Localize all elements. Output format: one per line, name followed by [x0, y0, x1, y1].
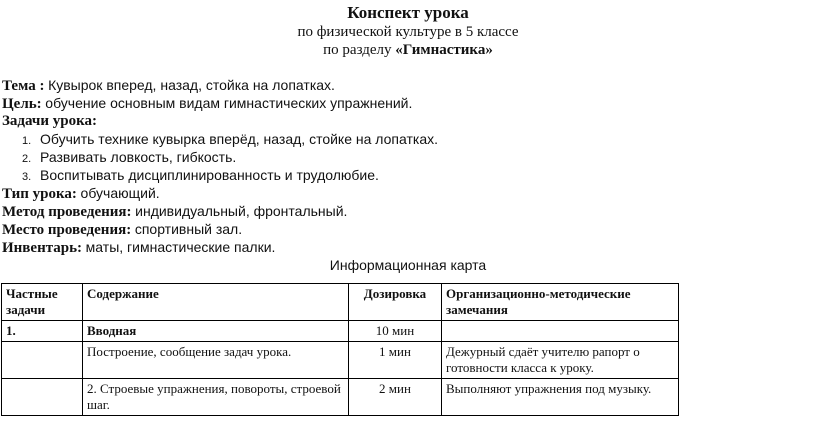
task-number: 2.: [22, 153, 32, 165]
lesson-type-value: обучающий.: [80, 185, 160, 201]
section-name: «Гимнастика»: [395, 42, 493, 58]
lesson-type-line: [2, 184, 160, 203]
lesson-type-label: Тип урока:: [2, 186, 77, 202]
table-row: [2, 342, 679, 379]
task-number: 3.: [22, 171, 32, 183]
document-section: [0, 42, 816, 59]
place-value: спортивный зал.: [134, 221, 243, 237]
task-number: 1.: [22, 135, 32, 147]
table-cell: Дежурный сдаёт учителю рапорт о готовности класса к уроку.: [442, 342, 679, 379]
topic-label: Тема :: [2, 78, 45, 94]
topic-value: Кувырок вперед, назад, стойка на лопатках.: [48, 77, 335, 93]
table-cell: [442, 321, 679, 342]
equipment-line: [2, 238, 275, 257]
info-card-table: [1, 283, 679, 416]
task-item: [22, 148, 236, 168]
task-text: Воспитывать дисциплинированность и трудолюбие.: [40, 167, 379, 183]
header-cell: Содержание: [83, 284, 349, 321]
table-cell: 2 мин: [349, 379, 442, 416]
equipment-value: маты, гимнастические палки.: [85, 239, 276, 255]
table-row: [2, 321, 679, 342]
goal-label: Цель:: [2, 96, 42, 112]
document-subtitle: по физической культуре в 5 классе: [297, 24, 519, 40]
task-text: Развивать ловкость, гибкость.: [40, 149, 237, 165]
goal-line: [2, 94, 412, 113]
equipment-label: Инвентарь:: [2, 240, 83, 256]
tasks-heading: [2, 112, 97, 130]
info-card-caption: Информационная карта: [329, 257, 487, 273]
table-row: [2, 379, 679, 416]
table-cell: 1 мин: [349, 342, 442, 379]
method-value: индивидуальный, фронтальный.: [135, 203, 348, 219]
header-cell: Организационно-методические замечания: [442, 284, 679, 321]
place-label: Место проведения:: [2, 222, 132, 238]
place-line: [2, 220, 242, 239]
table-cell: Построение, сообщение задач урока.: [83, 342, 349, 379]
table-cell: 1.: [2, 321, 83, 342]
task-item: [22, 166, 379, 186]
header-cell: Частные задачи: [2, 284, 83, 321]
table-header-row: [2, 284, 679, 321]
method-line: [2, 202, 347, 221]
topic-line: [2, 76, 335, 95]
task-item: [22, 130, 438, 150]
table-cell: 2. Строевые упражнения, повороты, строевой шаг.: [83, 379, 349, 416]
table-cell: Вводная: [83, 321, 349, 342]
method-label: Метод проведения:: [2, 204, 132, 220]
tasks-label: Задачи урока:: [2, 113, 98, 129]
section-prefix: по разделу: [323, 42, 396, 58]
table-cell: [2, 342, 83, 379]
document-title: Конспект урока: [347, 3, 469, 22]
header-cell: Дозировка: [349, 284, 442, 321]
table-cell: [2, 379, 83, 416]
goal-value: обучение основным видам гимнастических упражнений.: [45, 95, 413, 111]
task-text: Обучить технике кувырка вперёд, назад, стойке на лопатках.: [40, 131, 438, 147]
table-cell: 10 мин: [349, 321, 442, 342]
table-cell: Выполняют упражнения под музыку.: [442, 379, 679, 416]
